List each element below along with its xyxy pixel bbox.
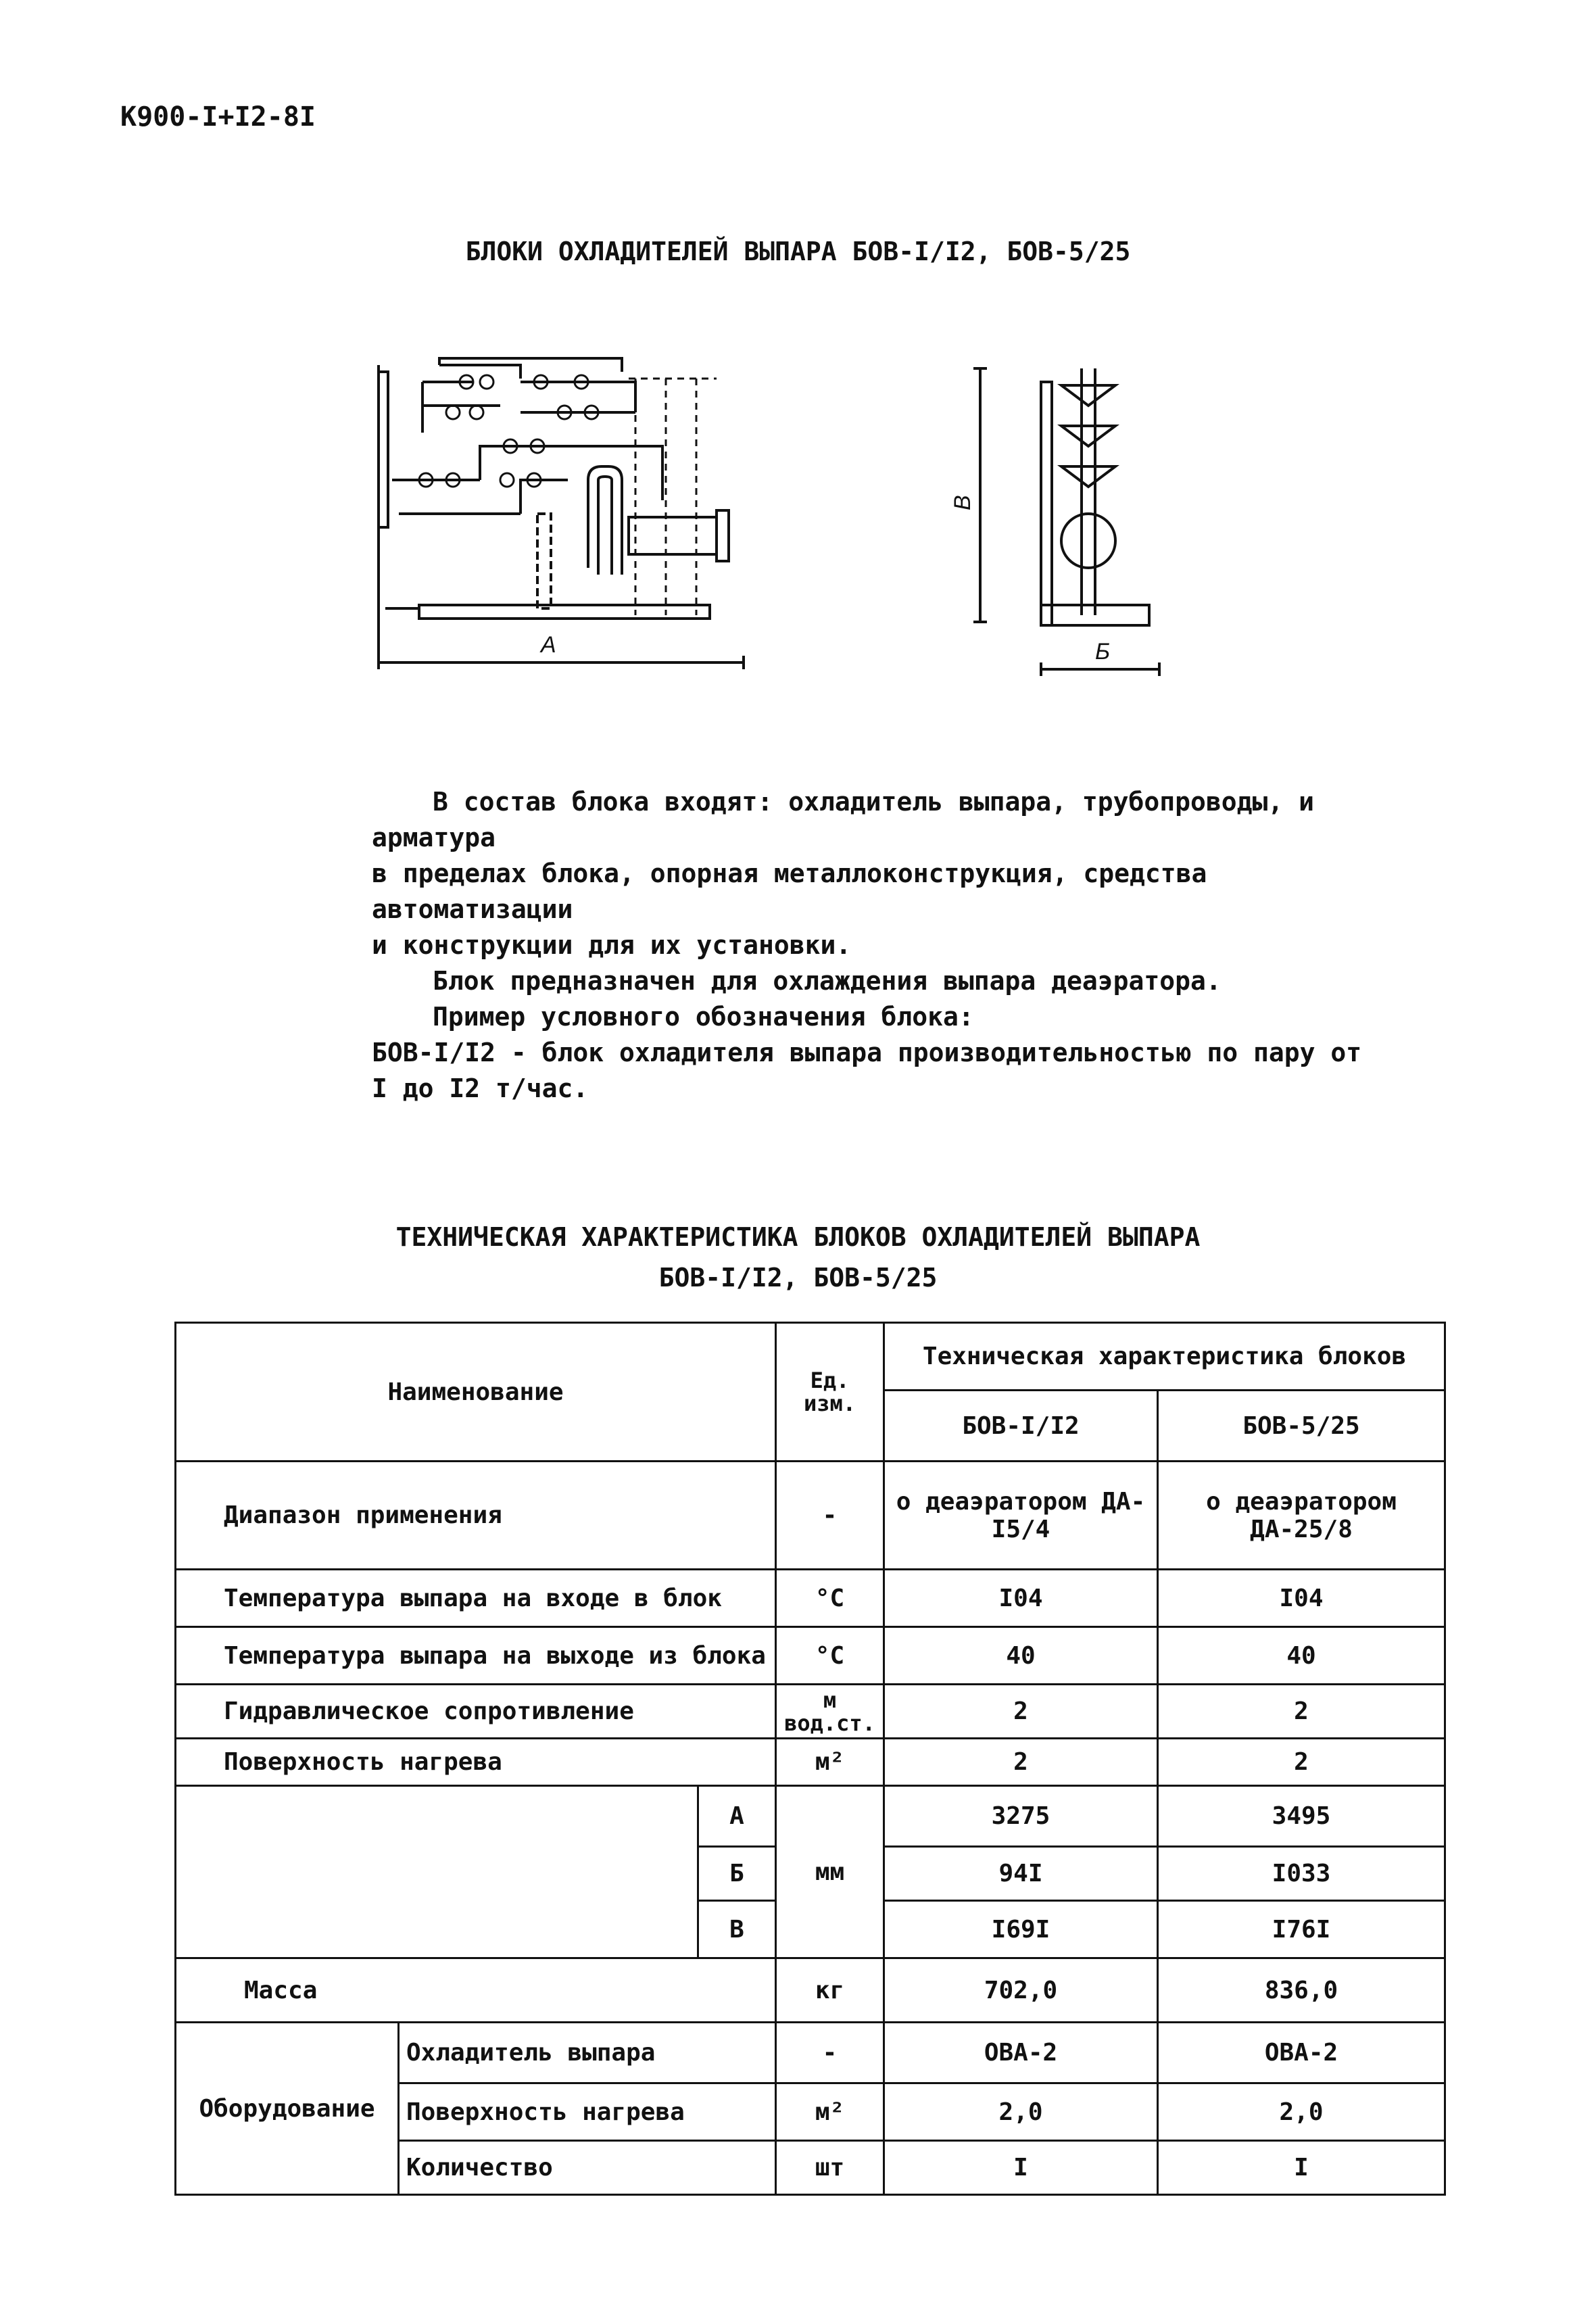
header-unit: Ед. изм. bbox=[776, 1323, 884, 1462]
dim-label-v: В bbox=[950, 495, 975, 510]
spec-table bbox=[174, 1322, 1446, 2196]
header-col-1: БОВ-I/I2 bbox=[884, 1391, 1158, 1462]
pipe-loop-upper bbox=[422, 382, 635, 433]
dashed-verticals bbox=[635, 379, 696, 615]
dim-line-a bbox=[379, 656, 744, 669]
desc-line-7: I до I2 т/час. bbox=[372, 1073, 589, 1103]
mass-name: Масса bbox=[176, 1958, 776, 2023]
desc-line-5: Пример условного обозначения блока: bbox=[433, 1002, 974, 1032]
dim-label-b: Б bbox=[1095, 639, 1111, 665]
header-col-2: БОВ-5/25 bbox=[1158, 1391, 1445, 1462]
row-name: Поверхность нагрева bbox=[176, 1739, 776, 1786]
row-name: Температура выпара на входе в блок bbox=[176, 1570, 776, 1627]
range-value-2: о деаэратором ДА-25/8 bbox=[1158, 1462, 1445, 1570]
header-name: Наименование bbox=[176, 1323, 776, 1462]
dim-label: А bbox=[698, 1786, 776, 1847]
cooler-flange bbox=[717, 510, 729, 561]
range-value-1: о деаэратором ДА-I5/4 bbox=[884, 1462, 1158, 1570]
table-title-line-2: БОВ-I/I2, БОВ-5/25 bbox=[658, 1263, 938, 1293]
mass-value-2: 836,0 bbox=[1158, 1958, 1445, 2023]
dim-value-1: 3275 bbox=[884, 1786, 1158, 1847]
row-name: Температура выпара на выходе из блока bbox=[176, 1627, 776, 1685]
dim-label-a: А bbox=[541, 632, 556, 658]
row-unit: °С bbox=[776, 1570, 884, 1627]
row-unit: м вод.ст. bbox=[776, 1685, 884, 1739]
row-value-1: I04 bbox=[884, 1570, 1158, 1627]
row-name: Гидравлическое сопротивление bbox=[176, 1685, 776, 1739]
block-drawing bbox=[365, 345, 1176, 696]
range-name: Диапазон применения bbox=[176, 1462, 776, 1570]
dim-label: Б bbox=[698, 1847, 776, 1901]
side-column bbox=[1041, 382, 1052, 625]
column-left bbox=[537, 514, 551, 608]
equipment-row-unit: шт bbox=[776, 2141, 884, 2195]
row-value-2: 2 bbox=[1158, 1685, 1445, 1739]
equipment-row-unit: м² bbox=[776, 2083, 884, 2141]
desc-line-4: Блок предназначен для охлаждения выпара деаэратора. bbox=[433, 966, 1222, 996]
page-title: БЛОКИ ОХЛАДИТЕЛЕЙ ВЫПАРА БОВ-I/I2, БОВ-5/25 bbox=[465, 237, 1131, 266]
side-cooler bbox=[1061, 514, 1115, 568]
dim-value-2: 3495 bbox=[1158, 1786, 1445, 1847]
left-pipe-vertical bbox=[379, 372, 388, 527]
row-value-2: 2 bbox=[1158, 1739, 1445, 1786]
valves-front bbox=[419, 375, 598, 487]
dim-label: В bbox=[698, 1901, 776, 1958]
row-value-1: 40 bbox=[884, 1627, 1158, 1685]
table-title-line-1: ТЕХНИЧЕСКАЯ ХАРАКТЕРИСТИКА БЛОКОВ ОХЛАДИТЕЛЕЙ ВЫПАРА bbox=[395, 1222, 1201, 1252]
desc-line-3: и конструкции для их установки. bbox=[372, 930, 852, 960]
document-code: К900-I+I2-8I bbox=[120, 101, 316, 132]
desc-line-6: БОВ-I/I2 - блок охладителя выпара производительностью по пару от bbox=[372, 1038, 1362, 1067]
u-tube bbox=[588, 466, 622, 575]
row-value-1: 2 bbox=[884, 1685, 1158, 1739]
dim-value-1: I69I bbox=[884, 1901, 1158, 1958]
pipe-lower-bend bbox=[399, 480, 568, 514]
row-unit: м² bbox=[776, 1739, 884, 1786]
equipment-row-value-1: I bbox=[884, 2141, 1158, 2195]
desc-line-1: В состав блока входят: охладитель выпара, трубопроводы, и арматура bbox=[372, 787, 1315, 852]
equipment-row-value-1: 2,0 bbox=[884, 2083, 1158, 2141]
dims-unit: мм bbox=[776, 1786, 884, 1958]
equipment-row-name: Охладитель выпара bbox=[399, 2023, 776, 2083]
row-unit: °С bbox=[776, 1627, 884, 1685]
equipment-row-value-1: ОВА-2 bbox=[884, 2023, 1158, 2083]
table-title bbox=[0, 1217, 1596, 1298]
header-spec: Техническая характеристика блоков bbox=[884, 1323, 1445, 1391]
description bbox=[372, 784, 1413, 1107]
side-valves bbox=[1061, 385, 1115, 487]
equipment-row-name: Поверхность нагрева bbox=[399, 2083, 776, 2141]
dim-value-1: 94I bbox=[884, 1847, 1158, 1901]
dim-value-2: I033 bbox=[1158, 1847, 1445, 1901]
dims-blank-cell bbox=[176, 1786, 698, 1958]
equipment-row-value-2: I bbox=[1158, 2141, 1445, 2195]
mass-unit: кг bbox=[776, 1958, 884, 2023]
range-unit: - bbox=[776, 1462, 884, 1570]
equipment-row-value-2: ОВА-2 bbox=[1158, 2023, 1445, 2083]
equipment-name: Оборудование bbox=[176, 2023, 399, 2195]
dim-value-2: I76I bbox=[1158, 1901, 1445, 1958]
row-value-2: 40 bbox=[1158, 1627, 1445, 1685]
equipment-row-name: Количество bbox=[399, 2141, 776, 2195]
mass-value-1: 702,0 bbox=[884, 1958, 1158, 2023]
cooler-body bbox=[629, 517, 717, 554]
desc-line-2: в пределах блока, опорная металлоконструкция, средства автоматизации bbox=[372, 859, 1207, 924]
equipment-row-value-2: 2,0 bbox=[1158, 2083, 1445, 2141]
row-value-1: 2 bbox=[884, 1739, 1158, 1786]
dim-line-b bbox=[1041, 662, 1159, 676]
row-value-2: I04 bbox=[1158, 1570, 1445, 1627]
side-view-dim-v bbox=[973, 368, 987, 622]
equipment-row-unit: - bbox=[776, 2023, 884, 2083]
